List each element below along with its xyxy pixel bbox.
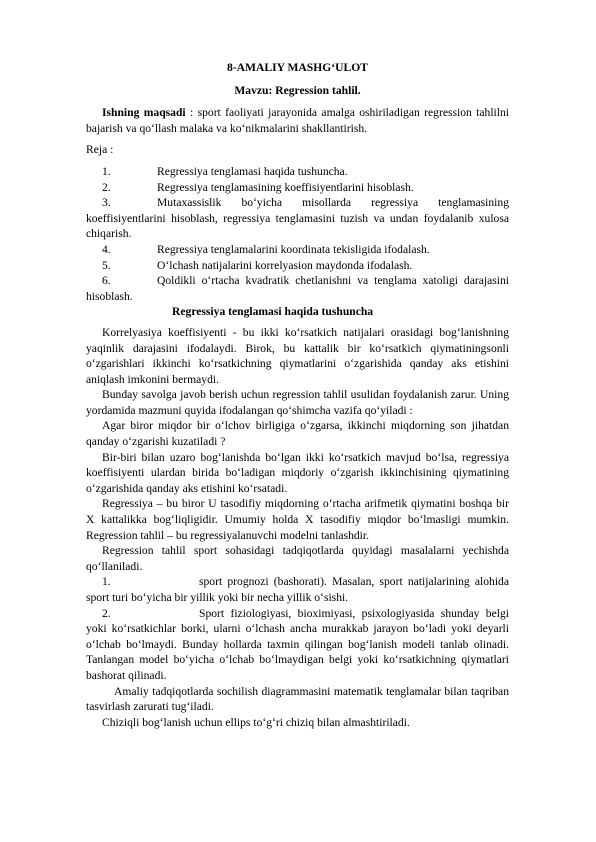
plan-item-number: 2. bbox=[102, 180, 111, 194]
body-paragraph: Regressiya – bu biror U tasodifiy miqdorning o‘rtacha arifmetik qiymatini boshqa bir X kattalikka bog‘liqligidir. Umumiy holda X tasodifiy miqdor bo‘lmasligi mumkin. Regression tahlil – bu regressiyalanuvchi modelni tanlashdir. bbox=[86, 497, 509, 542]
plan-item bbox=[86, 164, 509, 180]
plan-item-number: 6. bbox=[102, 274, 111, 288]
plan-label: Reja : bbox=[86, 143, 114, 157]
plan-item-text: Mutaxassislik bo‘yicha misollarda regressiya tenglamasining koeffisiyentlarini hisoblash, regressiya tenglamasini tuzish va undan foydalanib xulosa chiqarish. bbox=[86, 196, 509, 241]
task-item bbox=[86, 606, 509, 684]
page-subtitle: Mavzu: Regression tahlil. bbox=[234, 83, 361, 97]
section-heading: Regressiya tenglamasi haqida tushuncha bbox=[172, 305, 374, 319]
body-paragraph: Bunday savolga javob berish uchun regression tahlil usulidan foydalanish zarur. Uning yordamida mazmuni quyida ifodalangan qo‘shimcha vazifa qo‘yiladi : bbox=[86, 388, 509, 417]
document-page bbox=[86, 60, 509, 730]
body-paragraph: Korrelyasiya koeffisiyenti - bu ikki ko‘rsatkich natijalari orasidagi bog‘lanishning yaqinlik darajasini ifodalaydi. Birok, bu kattalik bir ko‘rsatkich qiymatiningsonli o‘zgarishlari ikkinchi ko‘rsatkichning qiymatlarini o‘zgarishida qanday aks etishini aniqlash imkonini bermaydi. bbox=[86, 325, 509, 386]
goal-text: : sport faoliyati jarayonida amalga oshiriladigan regression tahlilni bajarish va qo‘llash malaka va ko‘nikmalarini shakllantirish. bbox=[86, 106, 510, 135]
task-item-text: sport prognozi (bashorati). Masalan, sport natijalarining alohida sport turi bo‘yicha bir yillik yoki bir necha yillik o‘sishi. bbox=[86, 575, 509, 604]
plan-item bbox=[86, 273, 509, 304]
plan-item-number: 3. bbox=[102, 196, 111, 210]
plan-item-text: O‘lchash natijalarini korrelyasion maydonda ifodalash. bbox=[157, 258, 413, 272]
plan-item-number: 4. bbox=[102, 242, 111, 256]
plan-item-text: Regressiya tenglamalarini koordinata tekisligida ifodalash. bbox=[157, 242, 430, 256]
body-paragraph: Regression tahlil sport sohasidagi tadqiqotlarda quyidagi masalalarni yechishda qo‘llaniladi. bbox=[86, 544, 509, 573]
page-title: 8-AMALIY MASHG‘ULOT bbox=[227, 61, 368, 74]
body-paragraph: Amaliy tadqiqotlarda sochilish diagrammasini matematik tenglamalar bilan taqriban tasvirlash zarurati tug‘iladi. bbox=[86, 684, 509, 714]
body-paragraph: Bir-biri bilan uzaro bog‘lanishda bo‘lgan ikki ko‘rsatkich mavjud bo‘lsa, regressiya koeffisiyenti ulardan birida bo‘ladigan miqdoriy o‘zgarish ikkinchisining qiymatining o‘zgarishida qanday aks etishini ko‘rsatadi. bbox=[86, 450, 509, 495]
body-paragraph: Agar biror miqdor bir o‘lchov birligiga o‘zgarsa, ikkinchi miqdorning son jihatdan qanday o‘zgarishi kuzatiladi ? bbox=[86, 419, 509, 449]
task-item bbox=[86, 574, 509, 605]
task-item-text: Sport fiziologiyasi, bioximiyasi, psixologiyasida shunday belgi yoki ko‘rsatkichlar borki, ularni o‘lchash ancha murakkab jarayon bo‘ladi yoki deyarli o‘lchab bo‘lmaydi. Bunday hollarda taxmin qilingan bog‘lanish modeli tanlab olinadi. Tanlangan model bo‘yicha o‘lchab bo‘lmaydigan belgi yoki ko‘rsatkichning qiymatlari bashorat qilinadi. bbox=[86, 606, 509, 682]
plan-item bbox=[86, 258, 509, 274]
plan-item-text: Regressiya tenglamasining koeffisiyentlarini hisoblash. bbox=[157, 180, 414, 194]
goal-paragraph bbox=[86, 105, 509, 136]
plan-item-number: 5. bbox=[102, 258, 111, 272]
goal-label: Ishning maqsadi bbox=[102, 106, 186, 120]
plan-item bbox=[86, 242, 509, 258]
body-paragraph: Chiziqli bog‘lanish uchun ellips to‘g‘ri chiziq bilan almashtiriladi. bbox=[102, 715, 410, 729]
task-item-number: 2. bbox=[102, 606, 111, 620]
plan-item bbox=[86, 180, 509, 196]
plan-item-text: Regressiya tenglamasi haqida tushuncha. bbox=[157, 164, 348, 178]
task-item-number: 1. bbox=[102, 575, 111, 589]
plan-item bbox=[86, 195, 509, 242]
plan-item-text: Qoldikli o‘rtacha kvadratik chetlanishni va tenglama xatoligi darajasini hisoblash. bbox=[86, 274, 509, 303]
plan-item-number: 1. bbox=[102, 164, 111, 178]
